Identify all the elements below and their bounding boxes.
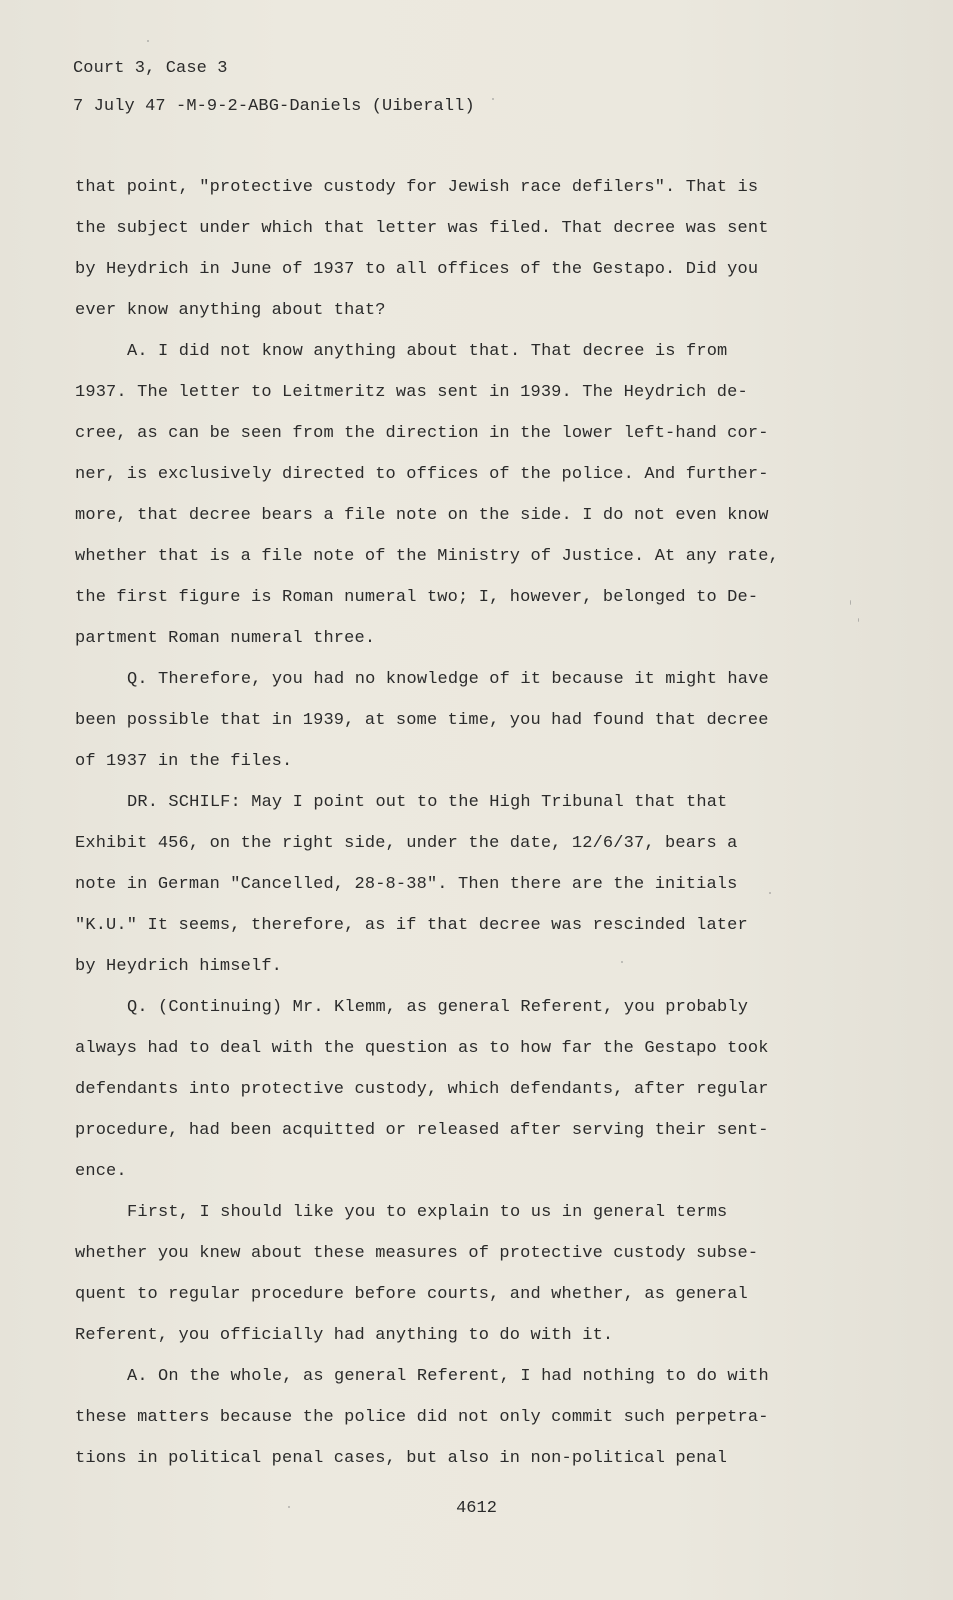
transcript-line: by Heydrich in June of 1937 to all offices of the Gestapo. Did you [75,260,759,279]
transcript-line: note in German "Cancelled, 28-8-38". Then there are the initials [75,875,738,894]
document-header [73,50,475,126]
paper-speck [492,98,494,100]
transcript-line: DR. SCHILF: May I point out to the High Tribunal that that [127,793,728,812]
paper-speck [288,1506,290,1508]
transcript-line: been possible that in 1939, at some time, you had found that decree [75,711,769,730]
transcript-line: whether you knew about these measures of protective custody subse- [75,1244,759,1263]
transcript-line: A. I did not know anything about that. That decree is from [127,342,728,361]
transcript-line: ever know anything about that? [75,301,386,320]
transcript-line: A. On the whole, as general Referent, I had nothing to do with [127,1367,769,1386]
transcript-line: by Heydrich himself. [75,957,283,976]
transcript-body [75,167,795,1479]
court-case-line: Court 3, Case 3 [73,59,228,78]
transcript-line: of 1937 in the files. [75,752,293,771]
transcript-line: tions in political penal cases, but also in non-political penal [75,1449,728,1468]
transcript-line: the first figure is Roman numeral two; I, however, belonged to De- [75,588,759,607]
transcript-line: 1937. The letter to Leitmeritz was sent in 1939. The Heydrich de- [75,383,748,402]
transcript-line: more, that decree bears a file note on the side. I do not even know [75,506,769,525]
paper-speck [621,961,623,963]
date-reference-line: 7 July 47 -M-9-2-ABG-Daniels (Uiberall) [73,97,475,116]
transcript-line: always had to deal with the question as to how far the Gestapo took [75,1039,769,1058]
transcript-line: these matters because the police did not only commit such perpetra- [75,1408,769,1427]
transcript-line: Q. (Continuing) Mr. Klemm, as general Referent, you probably [127,998,749,1017]
transcript-line: the subject under which that letter was filed. That decree was sent [75,219,769,238]
transcript-line: cree, as can be seen from the direction in the lower left-hand cor- [75,424,769,443]
transcript-line: quent to regular procedure before courts, and whether, as general [75,1285,748,1304]
transcript-line: defendants into protective custody, which defendants, after regular [75,1080,769,1099]
transcript-line: partment Roman numeral three. [75,629,376,648]
paper-speck [769,892,771,894]
transcript-line: ner, is exclusively directed to offices of the police. And further- [75,465,769,484]
transcript-line: Q. Therefore, you had no knowledge of it because it might have [127,670,769,689]
paper-speck [850,600,851,605]
paper-speck [147,40,149,42]
transcript-line: procedure, had been acquitted or released after serving their sent- [75,1121,769,1140]
transcript-line: whether that is a file note of the Ministry of Justice. At any rate, [75,547,779,566]
transcript-line: "K.U." It seems, therefore, as if that decree was rescinded later [75,916,748,935]
transcript-line: Exhibit 456, on the right side, under the date, 12/6/37, bears a [75,834,738,853]
paper-speck [858,618,859,622]
page-number: 4612 [456,1499,497,1518]
transcript-line: First, I should like you to explain to us in general terms [127,1203,728,1222]
transcript-line: ence. [75,1162,127,1181]
transcript-line: Referent, you officially had anything to do with it. [75,1326,614,1345]
transcript-line: that point, "protective custody for Jewish race defilers". That is [75,178,759,197]
